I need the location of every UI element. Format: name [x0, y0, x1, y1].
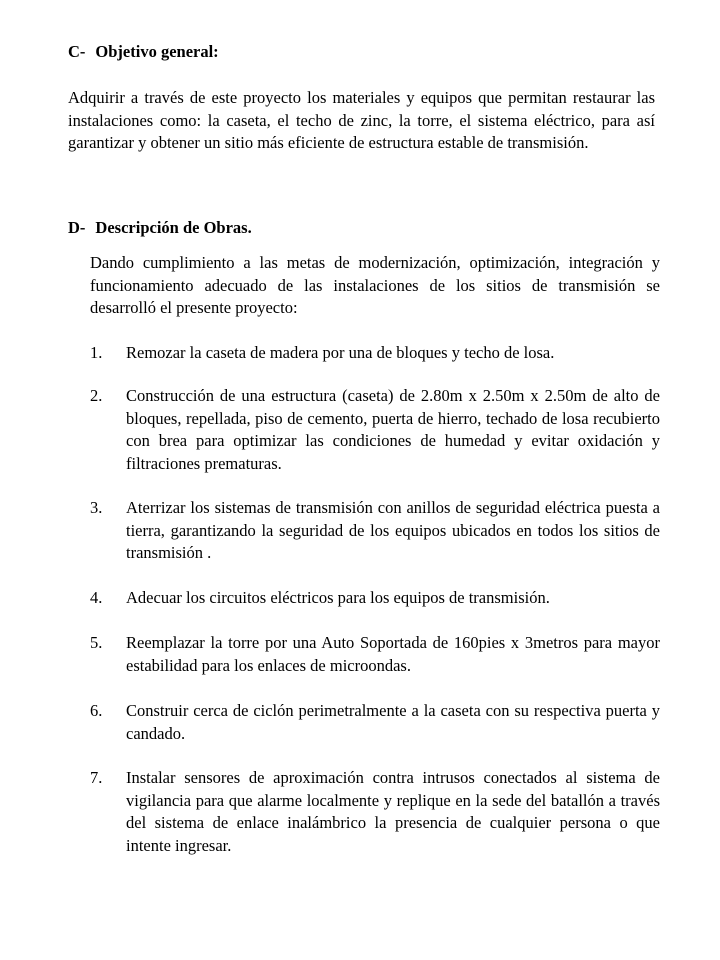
section-d-heading	[68, 217, 252, 239]
list-item	[90, 385, 660, 475]
section-c-heading	[68, 41, 219, 63]
list-item-text: Instalar sensores de aproximación contra intrusos conectados al sistema de vigilancia para que alarme localmente y replique en la sede del batallón a través del sistema de enlace inalámbrico la presencia de cualquier persona o que intente ingresar.	[126, 768, 660, 855]
section-d-title: Descripción de Obras.	[95, 218, 252, 237]
list-item	[90, 767, 660, 857]
list-item-number: 1.	[90, 343, 103, 362]
list-item	[90, 342, 660, 365]
list-item	[90, 587, 660, 610]
list-item-text: Aterrizar los sistemas de transmisión con anillos de seguridad eléctrica puesta a tierra, garantizando la seguridad de los equipos ubicados en todos los sitios de transmisión .	[126, 498, 660, 562]
list-item-number: 5.	[90, 633, 103, 652]
section-d-intro: Dando cumplimiento a las metas de modernización, optimización, integración y funcionamiento adecuado de las instalaciones de los sitios de transmisión se desarrolló el presente proyecto:	[90, 253, 660, 317]
section-d-letter: D-	[68, 218, 86, 237]
section-c-body: Adquirir a través de este proyecto los materiales y equipos que permitan restaurar las instalaciones como: la caseta, el techo de zinc, la torre, el sistema eléctrico, para así garantizar y obtener un sitio más eficiente de estructura estable de transmisión.	[68, 88, 655, 152]
list-item-text: Adecuar los circuitos eléctricos para los equipos de transmisión.	[126, 588, 550, 607]
list-item-number: 4.	[90, 588, 103, 607]
list-item	[90, 497, 660, 565]
list-item-text: Construir cerca de ciclón perimetralmente a la caseta con su respectiva puerta y candado.	[126, 701, 660, 743]
list-item-text: Construcción de una estructura (caseta) de 2.80m x 2.50m x 2.50m de alto de bloques, repellada, piso de cemento, puerta de hierro, techado de losa recubierto con brea para optimizar las condiciones de humedad y evitar oxidación y filtraciones prematuras.	[126, 386, 660, 473]
list-item-number: 6.	[90, 701, 103, 720]
list-item-text: Reemplazar la torre por una Auto Soportada de 160pies x 3metros para mayor estabilidad para los enlaces de microondas.	[126, 633, 660, 675]
list-item	[90, 700, 660, 745]
list-item	[90, 632, 660, 677]
list-item-text: Remozar la caseta de madera por una de bloques y techo de losa.	[126, 343, 555, 362]
section-c-letter: C-	[68, 42, 86, 61]
list-item-number: 2.	[90, 386, 103, 405]
section-c-title: Objetivo general:	[95, 42, 219, 61]
list-item-number: 7.	[90, 768, 103, 787]
list-item-number: 3.	[90, 498, 103, 517]
